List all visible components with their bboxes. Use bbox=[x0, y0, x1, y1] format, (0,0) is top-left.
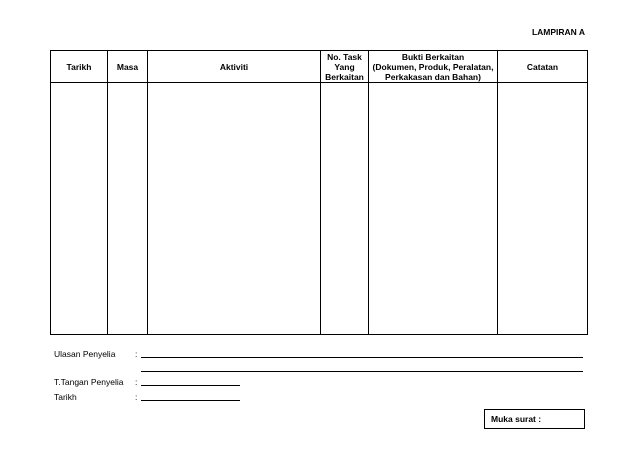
date-line[interactable] bbox=[141, 400, 240, 401]
appendix-label: LAMPIRAN A bbox=[531, 27, 585, 37]
page-number-box[interactable] bbox=[484, 409, 585, 429]
column-header-notes: Catatan bbox=[498, 51, 588, 83]
evidence-cell[interactable] bbox=[369, 83, 498, 335]
column-header-evidence: Bukti Berkaitan (Dokumen, Produk, Peralatan, Perkakasan dan Bahan) bbox=[369, 51, 498, 83]
review-line-2[interactable] bbox=[141, 371, 583, 372]
date-label: Tarikh bbox=[54, 392, 77, 402]
date-cell[interactable] bbox=[51, 83, 108, 335]
time-cell[interactable] bbox=[108, 83, 148, 335]
column-header-time: Masa bbox=[108, 51, 148, 83]
signature-colon: : bbox=[135, 377, 138, 387]
activity-cell[interactable] bbox=[148, 83, 321, 335]
table-header-row bbox=[51, 51, 588, 83]
activity-log-table bbox=[50, 50, 588, 335]
notes-cell[interactable] bbox=[498, 83, 588, 335]
review-line-1[interactable] bbox=[141, 357, 583, 358]
page-number-label: Muka surat : bbox=[491, 414, 542, 424]
table-row bbox=[51, 83, 588, 335]
signature-line[interactable] bbox=[141, 385, 240, 386]
column-header-activity: Aktiviti bbox=[148, 51, 321, 83]
review-label: Ulasan Penyelia bbox=[54, 349, 116, 359]
signature-label: T.Tangan Penyelia bbox=[54, 377, 124, 387]
date-colon: : bbox=[135, 392, 138, 402]
task-no-cell[interactable] bbox=[321, 83, 369, 335]
column-header-task-no: No. Task Yang Berkaitan bbox=[321, 51, 369, 83]
column-header-date: Tarikh bbox=[51, 51, 108, 83]
review-colon: : bbox=[135, 349, 138, 359]
